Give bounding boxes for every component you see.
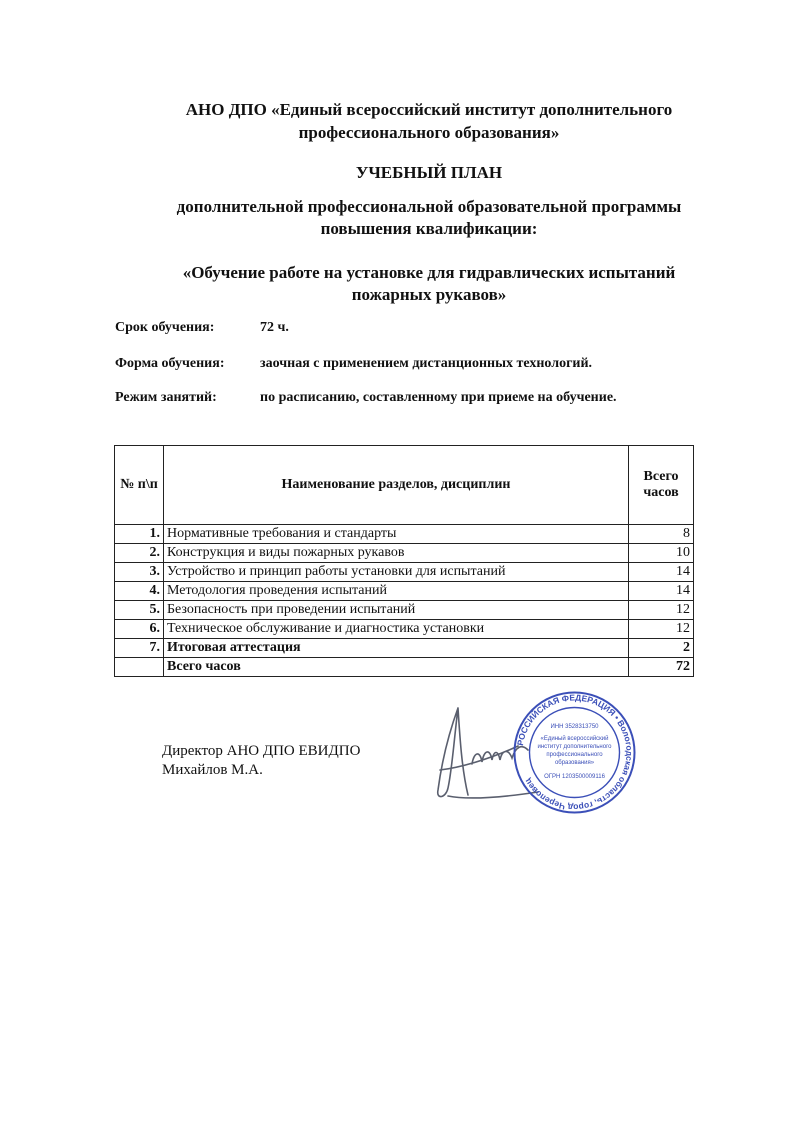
form-value: заочная с применением дистанционных технологий. bbox=[260, 356, 593, 371]
row-number: 1. bbox=[115, 525, 164, 544]
header-total-hours bbox=[629, 446, 694, 525]
table-row bbox=[115, 544, 694, 563]
director-name: Михайлов М.А. bbox=[162, 762, 263, 778]
row-number bbox=[115, 658, 164, 677]
stamp-line-1: «Единый всероссийский bbox=[540, 736, 609, 742]
organization-name bbox=[0, 98, 800, 144]
row-number: 7. bbox=[115, 639, 164, 658]
table-total-row bbox=[115, 658, 694, 677]
table-row bbox=[115, 601, 694, 620]
org-line-2: профессионального образования» bbox=[298, 123, 560, 142]
stamp-outer-text: РОССИЙСКАЯ ФЕДЕРАЦИЯ • Вологодская область, город Череповец bbox=[514, 692, 635, 813]
document-subtitle bbox=[0, 196, 800, 240]
row-hours: 14 bbox=[629, 582, 694, 601]
row-section-name: Методология проведения испытаний bbox=[164, 582, 629, 601]
table-row bbox=[115, 639, 694, 658]
row-hours: 8 bbox=[629, 525, 694, 544]
row-number: 4. bbox=[115, 582, 164, 601]
form-label: Форма обучения: bbox=[115, 356, 225, 371]
document-title bbox=[0, 163, 800, 183]
table-header-row bbox=[115, 446, 694, 525]
stamp-line-2: институт дополнительного bbox=[537, 744, 612, 750]
stamp-line-3: профессионального bbox=[546, 752, 603, 758]
schedule-label: Режим занятий: bbox=[115, 390, 217, 405]
program-name bbox=[0, 262, 800, 306]
table-body bbox=[115, 525, 694, 677]
official-stamp bbox=[512, 690, 637, 815]
stamp-inn: ИНН 3528313750 bbox=[550, 724, 599, 730]
row-hours: 72 bbox=[629, 658, 694, 677]
row-section-name: Нормативные требования и стандарты bbox=[164, 525, 629, 544]
stamp-line-4: образования» bbox=[554, 760, 595, 766]
row-section-name: Итоговая аттестация bbox=[164, 639, 629, 658]
signature-block bbox=[162, 742, 360, 780]
row-section-name: Устройство и принцип работы установки для испытаний bbox=[164, 563, 629, 582]
row-number: 5. bbox=[115, 601, 164, 620]
row-hours: 2 bbox=[629, 639, 694, 658]
row-hours: 10 bbox=[629, 544, 694, 563]
row-number: 2. bbox=[115, 544, 164, 563]
org-line-1: АНО ДПО «Единый всероссийский институт дополнительного bbox=[185, 100, 673, 119]
program-line-2: пожарных рукавов» bbox=[351, 285, 507, 304]
row-section-name: Всего часов bbox=[164, 658, 629, 677]
stamp-ogrn: ОГРН 1203500009116 bbox=[544, 774, 605, 780]
row-hours: 12 bbox=[629, 620, 694, 639]
header-total-hours-text: Всего часов bbox=[643, 469, 679, 500]
curriculum-table bbox=[114, 445, 694, 677]
header-section-name: Наименование разделов, дисциплин bbox=[164, 446, 629, 525]
table-row bbox=[115, 525, 694, 544]
row-section-name: Безопасность при проведении испытаний bbox=[164, 601, 629, 620]
row-number: 6. bbox=[115, 620, 164, 639]
table-row bbox=[115, 582, 694, 601]
duration-label: Срок обучения: bbox=[115, 320, 215, 335]
table-row bbox=[115, 563, 694, 582]
subtitle-line-1: дополнительной профессиональной образовательной программы bbox=[176, 197, 682, 216]
duration-value: 72 ч. bbox=[260, 320, 289, 335]
table-row bbox=[115, 620, 694, 639]
row-number: 3. bbox=[115, 563, 164, 582]
director-position: Директор АНО ДПО ЕВИДПО bbox=[162, 743, 361, 759]
subtitle-line-2: повышения квалификации: bbox=[320, 219, 538, 238]
row-hours: 14 bbox=[629, 563, 694, 582]
header-number: № п\п bbox=[115, 446, 164, 525]
row-section-name: Техническое обслуживание и диагностика установки bbox=[164, 620, 629, 639]
schedule-value: по расписанию, составленному при приеме на обучение. bbox=[260, 390, 617, 405]
row-section-name: Конструкция и виды пожарных рукавов bbox=[164, 544, 629, 563]
row-hours: 12 bbox=[629, 601, 694, 620]
title-text: УЧЕБНЫЙ ПЛАН bbox=[355, 163, 503, 182]
program-line-1: «Обучение работе на установке для гидравлических испытаний bbox=[182, 263, 676, 282]
